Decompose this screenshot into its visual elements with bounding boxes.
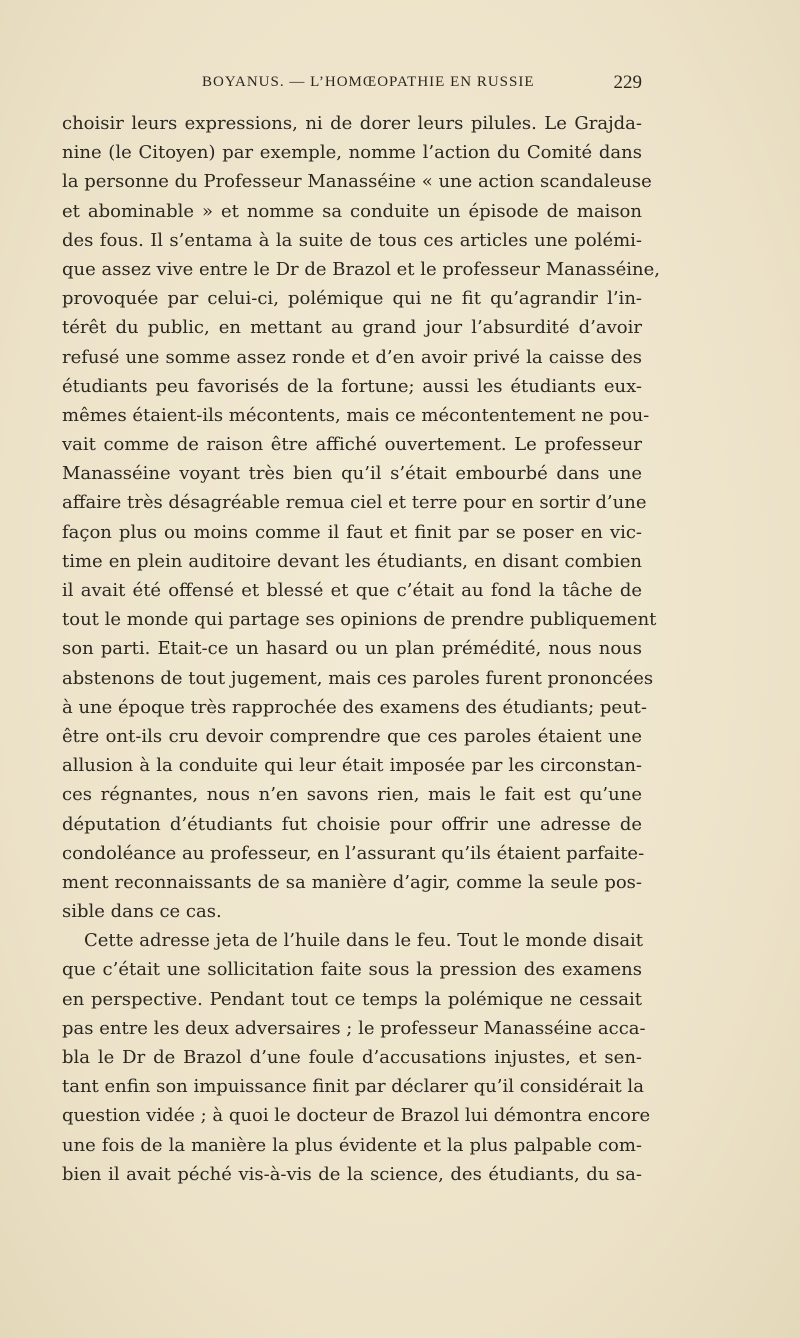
- text-line: choisir leurs expressions, ni de dorer leurs pilules. Le Grajda-: [62, 113, 642, 134]
- text-line: des fous. Il s’entama à la suite de tous ces articles une polémi-: [62, 229, 642, 251]
- running-title: BOYANUS. — L’HOMŒOPATHIE EN RUSSIE: [202, 74, 535, 90]
- text-line: vait comme de raison être affiché ouvertement. Le professeur: [62, 434, 642, 456]
- text-line: il avait été offensé et blessé et que c’était au fond la tâche de: [62, 580, 642, 601]
- text-line: en perspective. Pendant tout ce temps la polémique ne cessait: [62, 988, 642, 1010]
- text-line: time en plein auditoire devant les étudiants, en disant combien: [62, 550, 642, 572]
- text-line: bla le Dr de Brazol d’une foule d’accusations injustes, et sen-: [62, 1047, 642, 1068]
- text-line: ces régnantes, nous n’en savons rien, mais le fait est qu’une: [62, 784, 642, 806]
- text-line: térêt du public, en mettant au grand jour l’absurdité d’avoir: [62, 317, 642, 339]
- text-line: députation d’étudiants fut choisie pour offrir une adresse de: [62, 813, 642, 835]
- text-line: que c’était une sollicitation faite sous la pression des examens: [62, 959, 642, 981]
- text-line: tant enfin son impuissance finit par déclarer qu’il considérait la: [62, 1076, 644, 1098]
- text-line: à une époque très rapprochée des examens des étudiants; peut-: [62, 696, 647, 718]
- text-line: refusé une somme assez ronde et d’en avoir privé la caisse des: [62, 346, 642, 368]
- text-line: Manasséine voyant très bien qu’il s’était embourbé dans une: [62, 463, 642, 485]
- text-line: être ont-ils cru devoir comprendre que ces paroles étaient une: [62, 725, 642, 747]
- running-header: [62, 74, 642, 98]
- text-line: mêmes étaient-ils mécontents, mais ce mécontentement ne pou-: [62, 404, 650, 426]
- text-line: étudiants peu favorisés de la fortune; aussi les étudiants eux-: [62, 375, 642, 397]
- text-line: question vidée ; à quoi le docteur de Brazol lui démontra encore: [62, 1105, 651, 1127]
- text-line: tout le monde qui partage ses opinions de prendre publiquement: [62, 609, 657, 631]
- page-number: 229: [613, 72, 642, 93]
- text-line: que assez vive entre le Dr de Brazol et le professeur Manasséine,: [62, 258, 661, 280]
- text-line: allusion à la conduite qui leur était imposée par les circonstan-: [62, 755, 642, 777]
- text-line: nine (le Citoyen) par exemple, nomme l’action du Comité dans: [62, 142, 642, 164]
- text-line: abstenons de tout jugement, mais ces paroles furent prononcées: [62, 667, 654, 689]
- text-line: son parti. Etait-ce un hasard ou un plan prémédité, nous nous: [62, 638, 642, 660]
- text-line: condoléance au professeur, en l’assurant qu’ils étaient parfaite-: [62, 842, 645, 864]
- body-text: [62, 109, 661, 1189]
- text-line: ment reconnaissants de sa manière d’agir, comme la seule pos-: [62, 871, 642, 893]
- text-line: affaire très désagréable remua ciel et terre pour en sortir d’une: [62, 492, 647, 514]
- text-line: et abominable » et nomme sa conduite un épisode de maison: [62, 200, 642, 222]
- text-line: sible dans ce cas.: [62, 901, 222, 923]
- text-line: provoquée par celui-ci, polémique qui ne fit qu’agrandir l’in-: [62, 288, 642, 310]
- text-line: une fois de la manière la plus évidente et la plus palpable com-: [62, 1134, 642, 1156]
- text-line: Cette adresse jeta de l’huile dans le feu. Tout le monde disait: [84, 930, 644, 952]
- text-line: bien il avait péché vis-à-vis de la science, des étudiants, du sa-: [62, 1163, 642, 1185]
- text-line: pas entre les deux adversaires ; le professeur Manasséine acca-: [62, 1017, 646, 1039]
- text-line: la personne du Professeur Manasséine « une action scandaleuse: [62, 171, 652, 193]
- text-line: façon plus ou moins comme il faut et finit par se poser en vic-: [62, 521, 642, 543]
